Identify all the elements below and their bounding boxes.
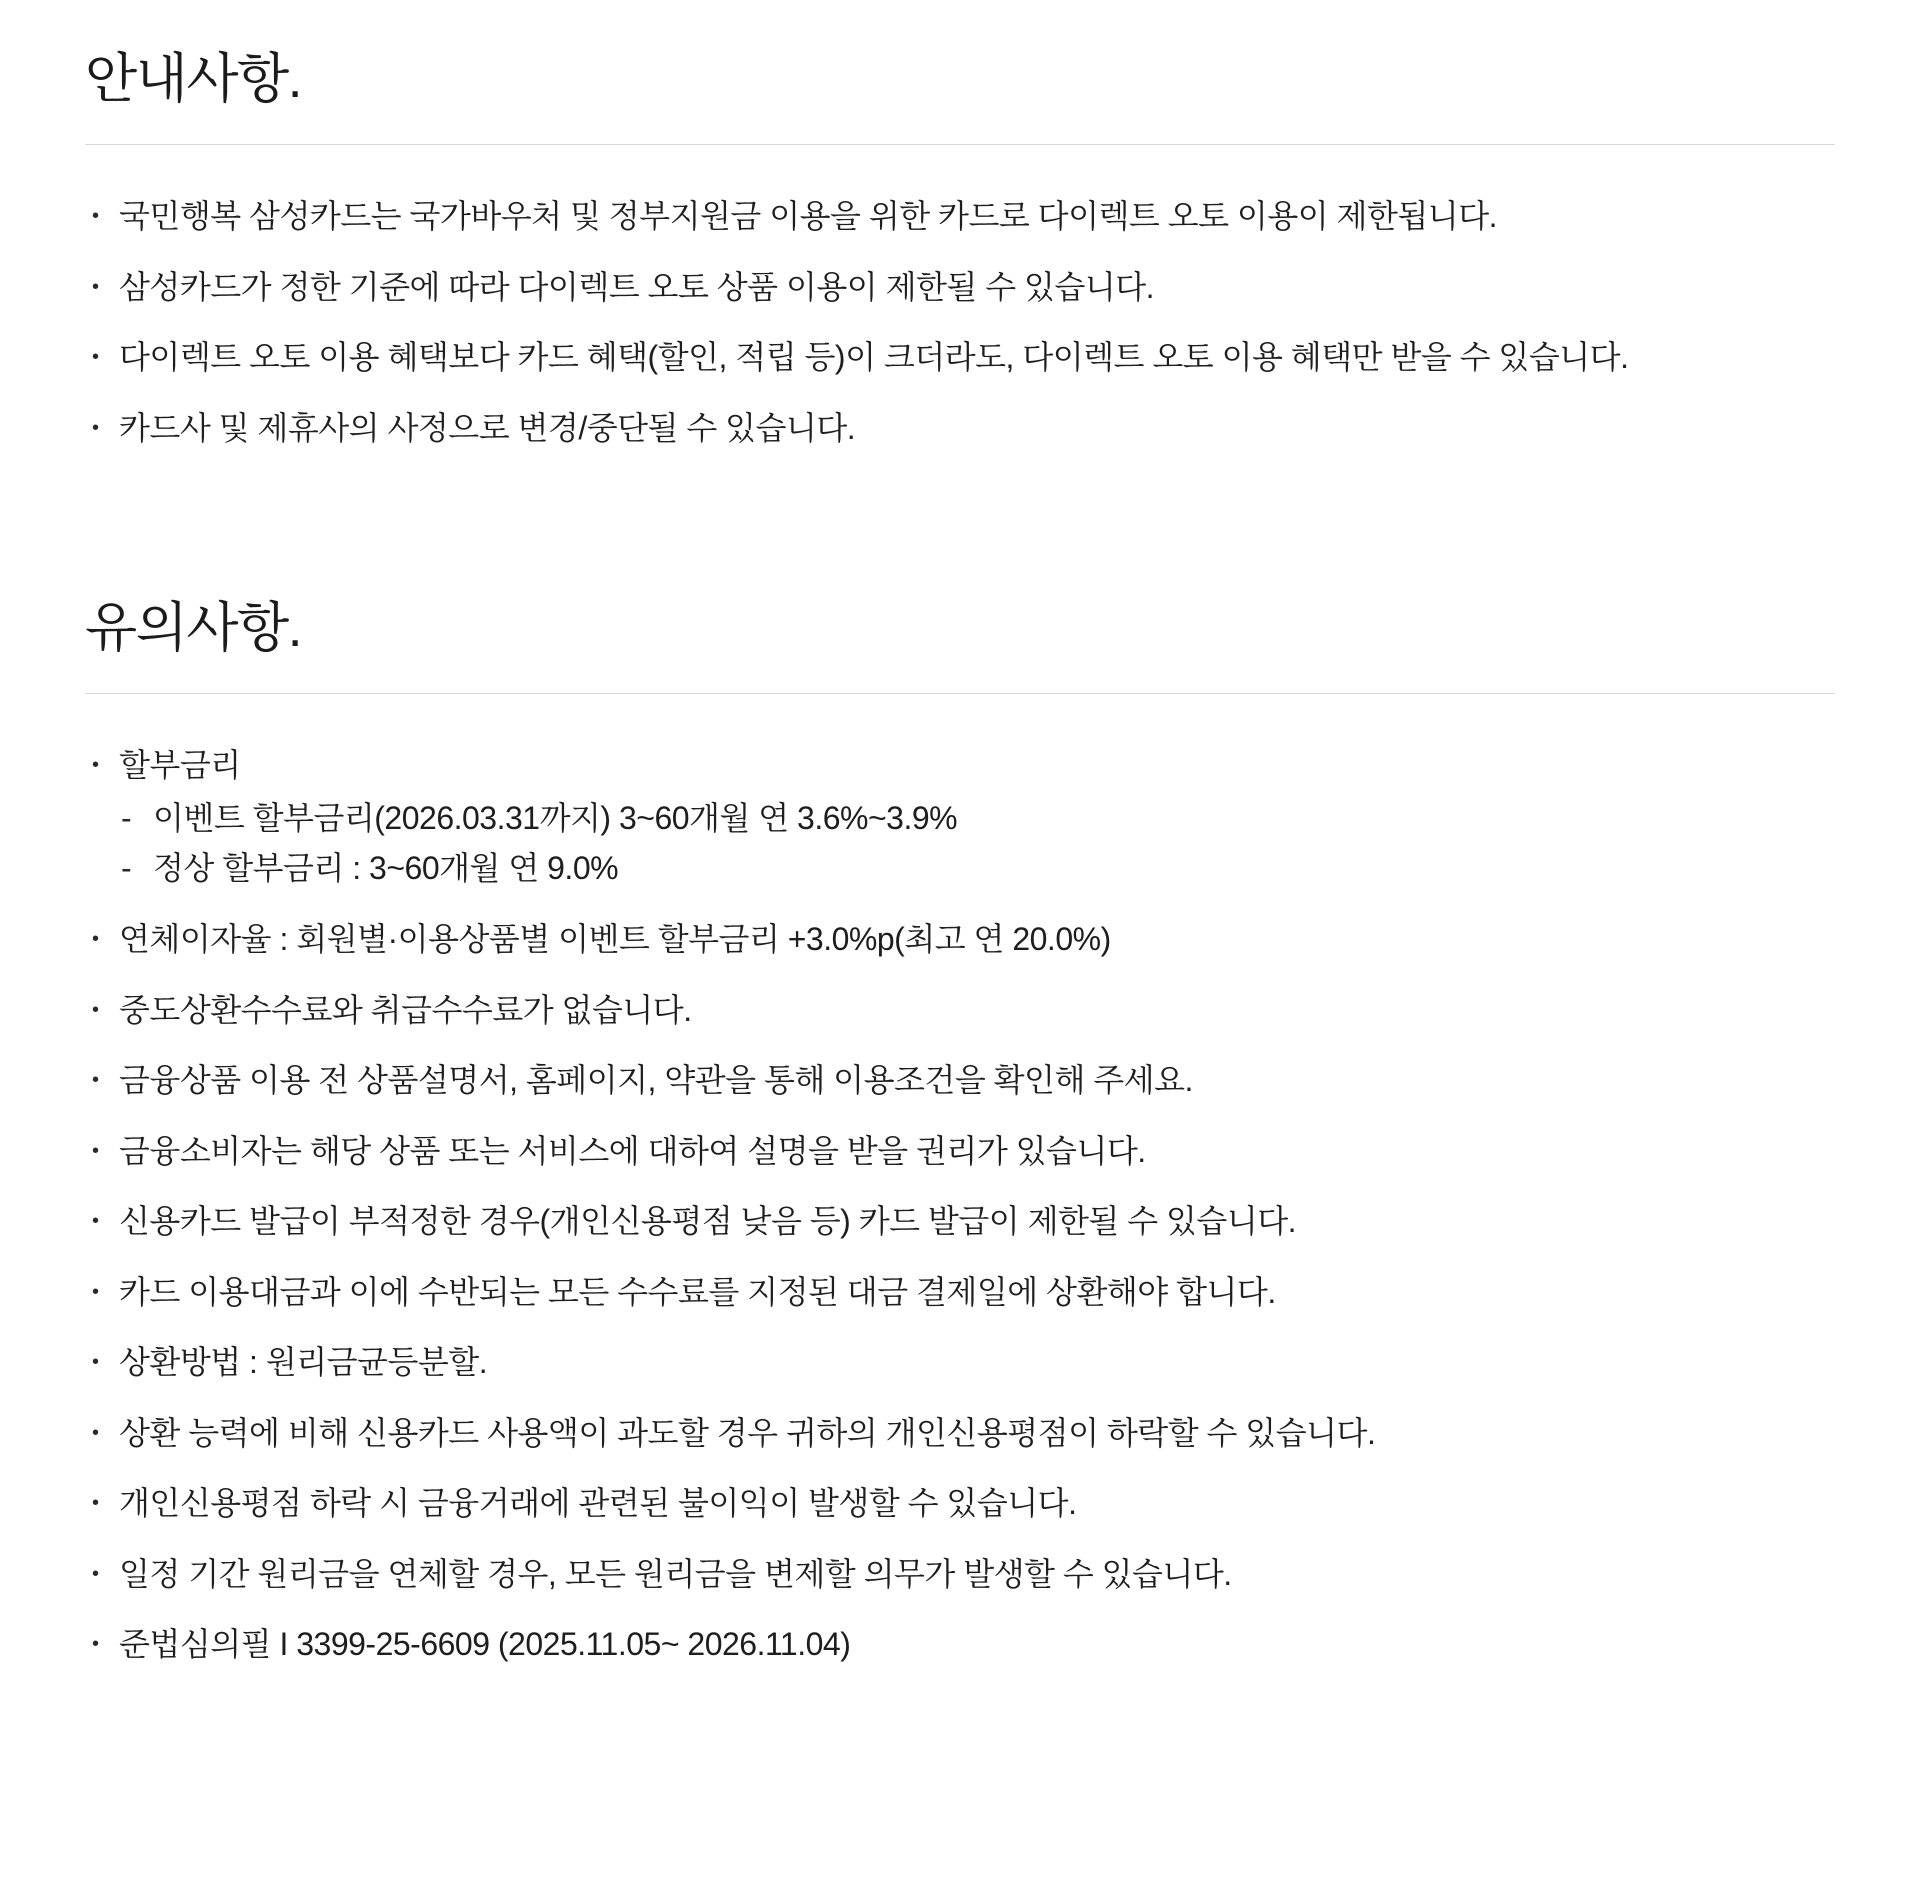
guide-section [85, 48, 1835, 445]
list-item-text: 국민행복 삼성카드는 국가바우처 및 정부지원금 이용을 위한 카드로 다이렉트 오토 이용이 제한됩니다. [119, 198, 1497, 235]
bullet-icon: • [92, 754, 99, 777]
list-item [85, 922, 1835, 957]
bullet-icon: • [92, 1069, 99, 1092]
list-item-text: 삼성카드가 정한 기준에 따라 다이렉트 오토 상품 이용이 제한될 수 있습니다. [119, 268, 1155, 305]
list-item-text: 중도상환수수료와 취급수수료가 없습니다. [119, 991, 692, 1028]
list-item [85, 1063, 1835, 1098]
list-item-text: 상환방법 : 원리금균등분할. [119, 1344, 488, 1381]
guide-section-title: 안내사항. [85, 49, 302, 109]
bullet-icon: • [92, 1351, 99, 1374]
caution-bullet-list [85, 748, 1835, 1662]
bullet-icon: • [92, 1492, 99, 1515]
caution-section [85, 597, 1835, 1662]
caution-section-divider [85, 693, 1835, 694]
bullet-icon: • [92, 275, 99, 298]
dash-icon: - [121, 850, 132, 887]
list-item-text: 상환 능력에 비해 신용카드 사용액이 과도할 경우 귀하의 개인신용평점이 하락할 수 있습니다. [119, 1414, 1376, 1451]
bullet-icon: • [92, 1633, 99, 1656]
bullet-icon: • [92, 416, 99, 439]
list-item [85, 340, 1835, 375]
list-item-text: 연체이자율 : 회원별·이용상품별 이벤트 할부금리 +3.0%p(최고 연 20.0%) [119, 921, 1111, 958]
list-item [85, 199, 1835, 234]
list-item [85, 1204, 1835, 1239]
guide-bullet-list [85, 199, 1835, 445]
list-item [85, 1557, 1835, 1592]
list-item-text: 금융소비자는 해당 상품 또는 서비스에 대하여 설명을 받을 권리가 있습니다. [119, 1132, 1146, 1169]
bullet-icon: • [92, 928, 99, 951]
list-item [85, 748, 1835, 886]
list-item [85, 1486, 1835, 1521]
guide-section-divider [85, 144, 1835, 145]
list-item [85, 1627, 1835, 1662]
list-item-text: 신용카드 발급이 부적정한 경우(개인신용평점 낮음 등) 카드 발급이 제한될 수 있습니다. [119, 1203, 1297, 1240]
list-item [85, 1416, 1835, 1451]
caution-section-title: 유의사항. [85, 598, 302, 659]
list-item-text: 카드 이용대금과 이에 수반되는 모든 수수료를 지정된 대금 결제일에 상환해야 합니다. [119, 1273, 1276, 1310]
bullet-icon: • [92, 346, 99, 369]
list-item-text: 개인신용평점 하락 시 금융거래에 관련된 불이익이 발생할 수 있습니다. [119, 1485, 1077, 1522]
list-item-text: 카드사 및 제휴사의 사정으로 변경/중단될 수 있습니다. [119, 409, 856, 446]
bullet-icon: • [92, 1210, 99, 1233]
bullet-icon: • [92, 1421, 99, 1444]
bullet-icon: • [92, 205, 99, 228]
list-item [85, 1134, 1835, 1169]
list-item-text: 준법심의필 I 3399-25-6609 (2025.11.05~ 2026.11.04) [119, 1626, 851, 1663]
list-item-text: 다이렉트 오토 이용 혜택보다 카드 혜택(할인, 적립 등)이 크더라도, 다이렉트 오토 이용 혜택만 받을 수 있습니다. [119, 339, 1629, 376]
list-item [85, 270, 1835, 305]
list-item-text: 일정 기간 원리금을 연체할 경우, 모든 원리금을 변제할 의무가 발생할 수 있습니다. [119, 1555, 1232, 1592]
dash-icon: - [121, 799, 132, 836]
list-item-text: 할부금리 [119, 747, 241, 784]
list-item [85, 993, 1835, 1028]
installment-rate-sublist [119, 801, 1835, 886]
bullet-icon: • [92, 998, 99, 1021]
sub-list-item-text: 정상 할부금리 : 3~60개월 연 9.0% [153, 850, 619, 887]
list-item-text: 금융상품 이용 전 상품설명서, 홈페이지, 약관을 통해 이용조건을 확인해 주세요. [119, 1062, 1193, 1099]
sub-list-item [119, 851, 1835, 886]
bullet-icon: • [92, 1280, 99, 1303]
sub-list-item-text: 이벤트 할부금리(2026.03.31까지) 3~60개월 연 3.6%~3.9% [153, 799, 958, 836]
bullet-icon: • [92, 1139, 99, 1162]
list-item [85, 411, 1835, 446]
bullet-icon: • [92, 1562, 99, 1585]
list-item [85, 1345, 1835, 1380]
list-item [85, 1275, 1835, 1310]
sub-list-item [119, 801, 1835, 836]
